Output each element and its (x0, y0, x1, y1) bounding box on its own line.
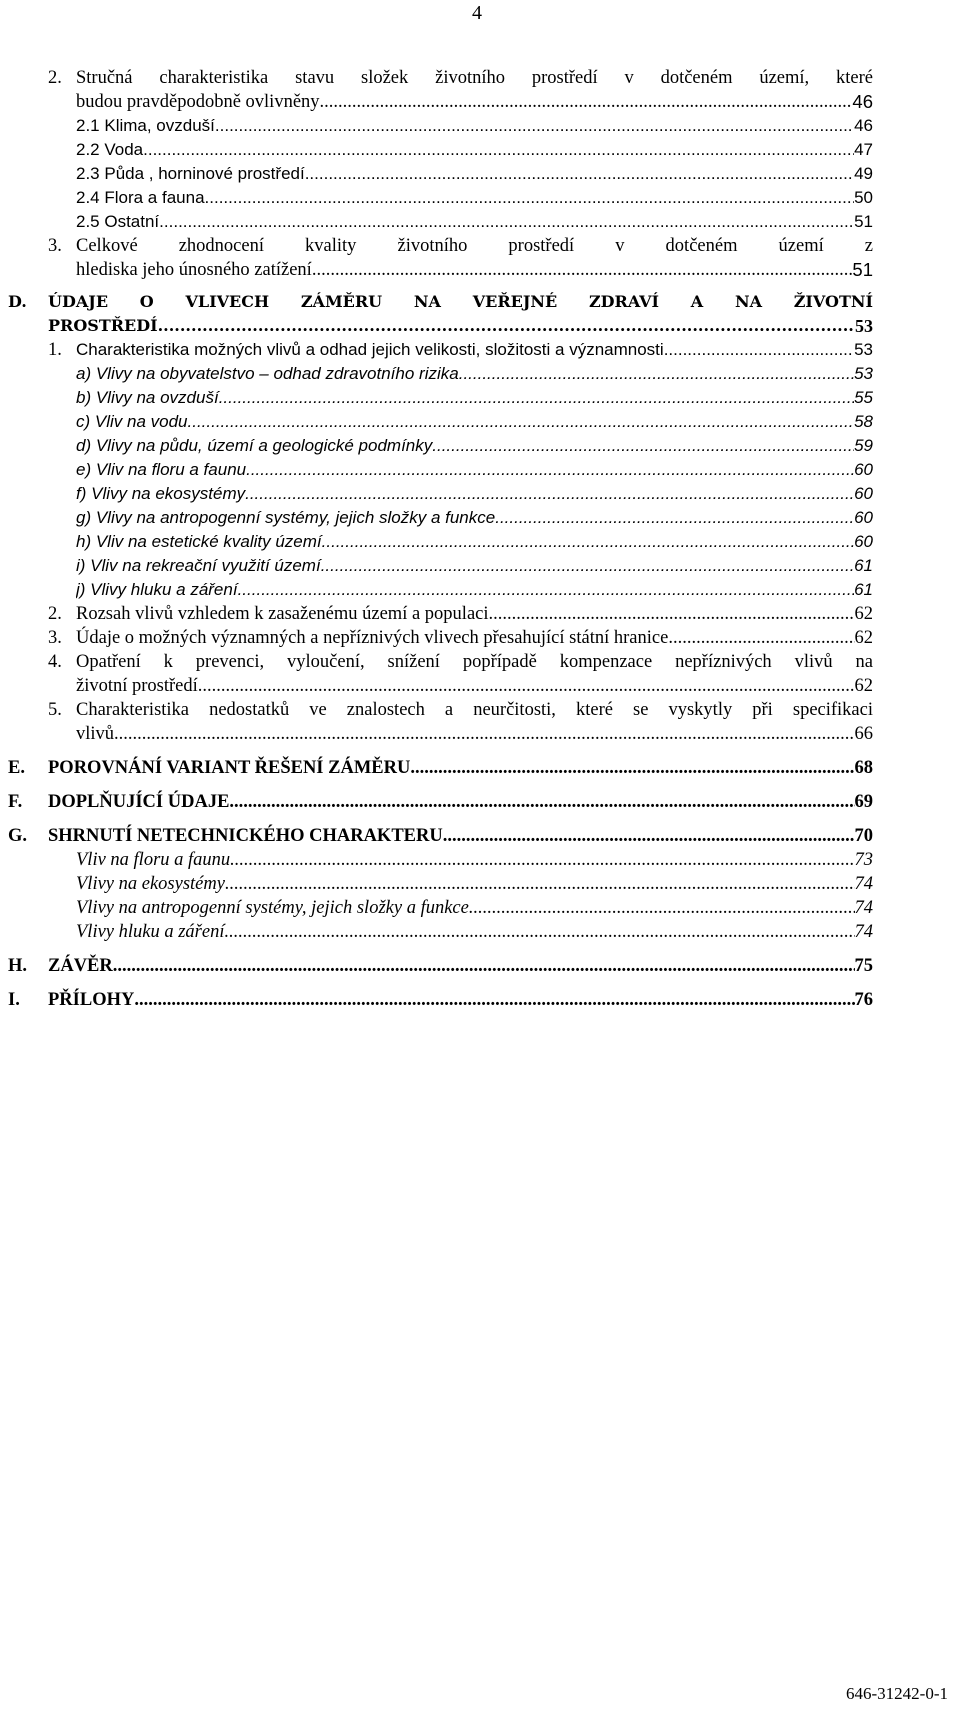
toc-entry-d4-cont (0, 674, 960, 698)
page-number: 4 (472, 2, 482, 24)
toc-text: Charakteristika nedostatků ve znalostech a neurčitosti, které se vyskytly při specifikaci (76, 700, 873, 720)
toc-text: Opatření k prevenci, vyloučení, snížení popřípadě kompenzace nepříznivých vlivů na (76, 652, 873, 672)
toc-entry-d2 (0, 602, 960, 626)
toc-entry-g2 (0, 872, 960, 896)
toc-entry-2-2 (0, 138, 960, 162)
toc-leader (225, 872, 855, 896)
toc-page: 69 (854, 792, 873, 812)
toc-text: 2.5 Ostatní (76, 212, 160, 231)
toc-text: b) Vlivy na ovzduší (76, 388, 219, 407)
toc-text: 2.2 Voda (76, 140, 144, 159)
toc-entry-d1e (0, 458, 960, 482)
toc-leader (198, 674, 855, 698)
toc-number: G. (8, 826, 28, 846)
toc-number: E. (8, 758, 25, 778)
toc-number: 2. (48, 604, 62, 624)
toc-leader (238, 578, 855, 602)
toc-page: 74 (854, 922, 873, 942)
toc-leader (459, 362, 854, 386)
toc-entry-g1 (0, 848, 960, 872)
toc-leader (188, 410, 855, 434)
toc-text: DOPLŇUJÍCÍ ÚDAJE (48, 792, 230, 812)
toc-text: 2.1 Klima, ovzduší (76, 116, 215, 135)
toc-entry-d1g (0, 506, 960, 530)
toc-section-d (0, 290, 960, 314)
toc-number: F. (8, 792, 23, 812)
toc-page: 51 (852, 259, 873, 280)
toc-page: 74 (854, 874, 873, 894)
toc-entry-d1 (0, 338, 960, 362)
toc-text: g) Vlivy na antropogenní systémy, jejich složky a funkce (76, 508, 496, 527)
toc-text: e) Vliv na floru a faunu (76, 460, 247, 479)
toc-entry-d5-cont (0, 722, 960, 746)
toc-number: 3. (48, 236, 62, 256)
toc-leader (113, 954, 855, 978)
toc-leader (489, 602, 855, 626)
toc-text: ZÁVĚR (48, 956, 113, 976)
toc-entry-d1h (0, 530, 960, 554)
toc-page: 53 (854, 364, 873, 383)
toc-leader (246, 458, 854, 482)
toc-page: 62 (854, 628, 873, 648)
toc-leader (143, 138, 854, 162)
toc-page: 60 (854, 484, 873, 503)
toc-page: 51 (854, 212, 873, 231)
toc-leader (321, 554, 854, 578)
toc-entry-d4 (0, 650, 960, 674)
toc-entry-2-3 (0, 162, 960, 186)
toc-text: budou pravděpodobně ovlivněny (76, 92, 320, 112)
toc-leader (320, 90, 853, 114)
toc-leader (230, 848, 854, 872)
toc-text: Vliv na floru a faunu (76, 850, 231, 870)
toc-text: SHRNUTÍ NETECHNICKÉHO CHARAKTERU (48, 826, 443, 846)
toc-text: Rozsah vlivů vzhledem k zasaženému území a populaci (76, 604, 489, 624)
toc-page: 62 (854, 604, 873, 624)
toc-number: H. (8, 956, 28, 976)
toc-leader (245, 482, 854, 506)
toc-leader (410, 756, 854, 780)
toc-page: 73 (854, 850, 873, 870)
toc-text: životní prostředí (76, 676, 198, 696)
toc-page: 60 (854, 532, 873, 551)
toc-text: i) Vliv na rekreační využití území (76, 556, 321, 575)
toc-leader (158, 314, 855, 338)
toc-entry-d1c (0, 410, 960, 434)
toc-entry-d3 (0, 626, 960, 650)
toc-page: 60 (854, 460, 873, 479)
toc-text: ÚDAJE O VLIVECH ZÁMĚRU NA VEŘEJNÉ ZDRAVÍ A NA ŽIVOTNÍ (48, 292, 873, 311)
toc-text: PROSTŘEDÍ (48, 316, 158, 335)
toc-page: 49 (854, 164, 873, 183)
toc-number: 5. (48, 700, 62, 720)
toc-entry-g4 (0, 920, 960, 944)
toc-text: 2.3 Půda , horninové prostředí (76, 164, 305, 183)
toc-leader (134, 988, 854, 1012)
toc-leader (159, 210, 854, 234)
toc-text: PŘÍLOHY (48, 990, 135, 1010)
toc-number: 1. (48, 340, 62, 360)
toc-page: 68 (854, 758, 873, 778)
toc-leader (215, 114, 854, 138)
toc-leader (668, 626, 854, 650)
toc-leader (229, 790, 854, 814)
toc-number: 2. (48, 68, 62, 88)
toc-entry-2-1 (0, 114, 960, 138)
toc-entry-d1d (0, 434, 960, 458)
toc-page: 53 (854, 340, 873, 359)
toc-entry-d1i (0, 554, 960, 578)
toc-leader (305, 162, 854, 186)
toc-page: 55 (854, 388, 873, 407)
toc-page: 62 (854, 676, 873, 696)
toc-page: 61 (854, 580, 873, 599)
toc-entry-3-cont (0, 258, 960, 282)
toc-entry-d1f (0, 482, 960, 506)
toc-page: 75 (854, 956, 873, 976)
toc-text: Charakteristika možných vlivů a odhad jejich velikosti, složitosti a významnosti (76, 340, 664, 359)
toc-page: 46 (854, 116, 873, 135)
toc-text: hlediska jeho únosného zatížení (76, 260, 312, 280)
toc-text: POROVNÁNÍ VARIANT ŘEŠENÍ ZÁMĚRU (48, 758, 411, 778)
toc-text: a) Vlivy na obyvatelstvo – odhad zdravotního rizika (76, 364, 459, 383)
toc-entry-d5 (0, 698, 960, 722)
toc-section-g (0, 824, 960, 848)
toc-number: I. (8, 990, 20, 1010)
toc-text: 2.4 Flora a fauna (76, 188, 205, 207)
toc-entry-2-4 (0, 186, 960, 210)
toc-number: 4. (48, 652, 62, 672)
toc-text: c) Vliv na vodu (76, 412, 188, 431)
toc-page: 70 (854, 826, 873, 846)
toc-leader (443, 824, 855, 848)
toc-section-i (0, 988, 960, 1012)
toc-text: Vlivy na ekosystémy (76, 874, 225, 894)
toc-entry-d1a (0, 362, 960, 386)
toc-page: 61 (854, 556, 873, 575)
toc-page: 59 (854, 436, 873, 455)
toc-leader (312, 258, 853, 282)
toc-leader (219, 386, 854, 410)
toc-entry-3 (0, 234, 960, 258)
toc-page: 76 (854, 990, 873, 1010)
toc-page: 46 (852, 91, 873, 112)
toc-leader (322, 530, 854, 554)
toc-leader (205, 186, 855, 210)
toc-page: 60 (854, 508, 873, 527)
toc-text: Vlivy hluku a záření (76, 922, 225, 942)
toc-entry-2 (0, 66, 960, 90)
toc-text: Stručná charakteristika stavu složek životního prostředí v dotčeném území, které (76, 68, 873, 88)
toc-text: vlivů (76, 724, 115, 744)
toc-number: 3. (48, 628, 62, 648)
toc-page: 58 (854, 412, 873, 431)
toc-entry-2-cont (0, 90, 960, 114)
toc-text: f) Vlivy na ekosystémy (76, 484, 246, 503)
toc-leader (432, 434, 854, 458)
toc-text: j) Vlivy hluku a záření (76, 580, 238, 599)
toc-text: h) Vliv na estetické kvality území (76, 532, 322, 551)
toc-entry-d1j (0, 578, 960, 602)
toc-section-e (0, 756, 960, 780)
toc-text: Údaje o možných významných a nepříznivých vlivech přesahující státní hranice (76, 628, 669, 648)
toc-leader (664, 338, 854, 362)
toc-entry-d1b (0, 386, 960, 410)
toc-leader (469, 896, 855, 920)
toc-section-d-cont (0, 314, 960, 338)
toc-page: 53 (855, 316, 873, 336)
toc-page: 47 (854, 140, 873, 159)
toc-text: Celkové zhodnocení kvality životního prostředí v dotčeném území z (76, 236, 873, 256)
toc-entry-2-5 (0, 210, 960, 234)
toc-page: 50 (854, 188, 873, 207)
toc-number: D. (8, 292, 27, 311)
toc-leader (114, 722, 854, 746)
toc-text: Vlivy na antropogenní systémy, jejich složky a funkce (76, 898, 469, 918)
toc-page: 66 (854, 724, 873, 744)
toc-leader (495, 506, 854, 530)
document-code: 646-31242-0-1 (846, 1684, 948, 1703)
toc-section-h (0, 954, 960, 978)
toc-entry-g3 (0, 896, 960, 920)
toc-section-f (0, 790, 960, 814)
toc-leader (224, 920, 854, 944)
toc-page: 74 (854, 898, 873, 918)
toc-text: d) Vlivy na půdu, území a geologické podmínky (76, 436, 433, 455)
